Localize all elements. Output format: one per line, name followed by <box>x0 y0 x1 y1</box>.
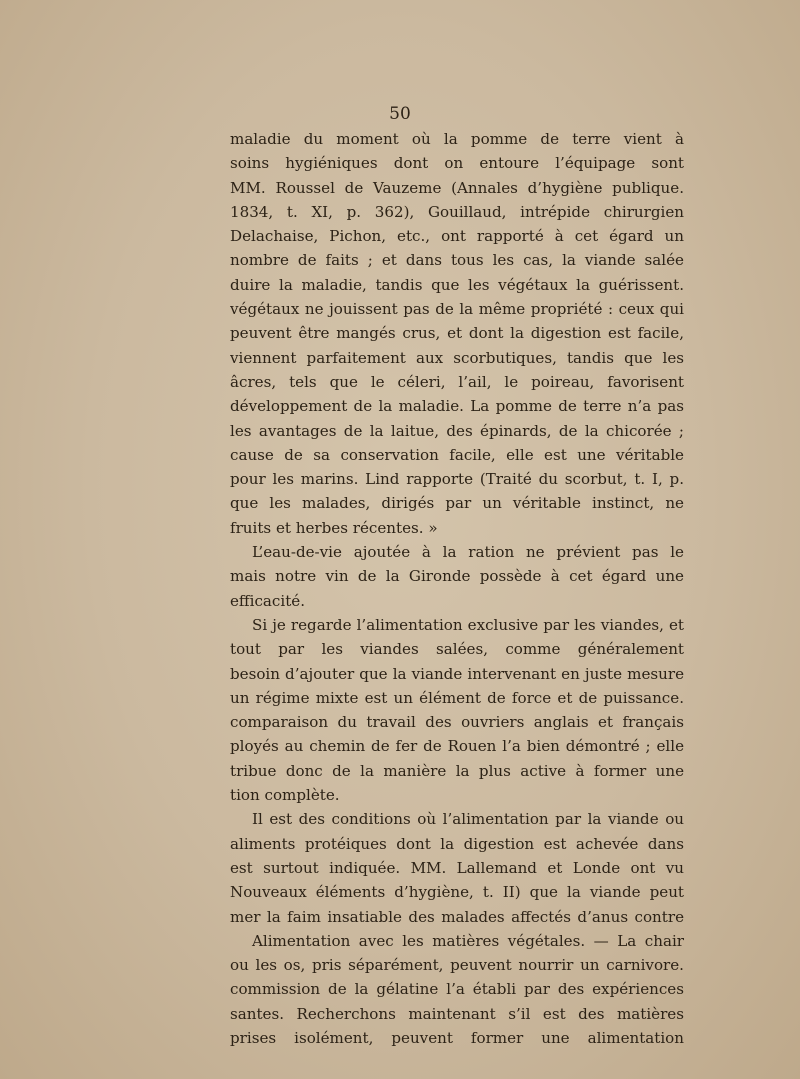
page-number: 50 <box>389 104 411 124</box>
text-line: aliments protéiques dont la digestion est achevée dans <box>230 834 684 853</box>
text-line: est surtout indiquée. MM. Lallemand et Londe ont vu <box>230 858 684 877</box>
text-line: Si je regarde l’alimentation exclusive par les viandes, et <box>252 615 684 634</box>
text-line: Delachaise, Pichon, etc., ont rapporté à cet égard un <box>230 227 684 246</box>
text-line: besoin d’ajouter que la viande intervenant en juste mesure <box>230 664 684 683</box>
text-line: Il est des conditions où l’alimentation par la viande ou <box>252 810 684 829</box>
text-line: que les malades, dirigés par un véritable instinct, ne <box>230 494 684 513</box>
text-line: tion complète. <box>230 786 340 805</box>
text-line: efficacité. <box>230 591 306 610</box>
text-line: prises isolément, peuvent former une alimentation <box>230 1028 684 1047</box>
text-line: mais notre vin de la Gironde possède à cet égard une <box>230 567 684 586</box>
text-line: ployés au chemin de fer de Rouen l’a bien démontré ; elle <box>230 737 684 756</box>
text-line: soins hygiéniques dont on entoure l’équipage sont <box>230 154 684 173</box>
text-line: végétaux ne jouissent pas de la même propriété : ceux qui <box>230 300 684 319</box>
text-line: les avantages de la laitue, des épinards, de la chicorée ; <box>230 421 684 440</box>
text-line: MM. Roussel de Vauzeme (Annales d’hygiène publique. <box>230 178 684 197</box>
text-line: pour les marins. Lind rapporte (Traité du scorbut, t. I, p. <box>230 470 684 489</box>
text-line: duire la maladie, tandis que les végétaux la guérissent. <box>230 275 684 294</box>
text-line: 1834, t. XI, p. 362), Gouillaud, intrépide chirurgien <box>230 202 684 221</box>
text-line: tribue donc de la manière la plus active à former une <box>230 761 684 780</box>
text-line: mer la faim insatiable des malades affectés d’anus contre <box>230 907 684 926</box>
text-line: développement de la maladie. La pomme de terre n’a pas <box>230 397 684 416</box>
text-line: L’eau-de-vie ajoutée à la ration ne prévient pas le <box>252 543 684 562</box>
text-line: viennent parfaitement aux scorbutiques, tandis que les <box>230 348 684 367</box>
text-line: âcres, tels que le céleri, l’ail, le poireau, favorisent <box>230 372 684 391</box>
text-line: tout par les viandes salées, comme généralement <box>230 640 684 659</box>
text-line: peuvent être mangés crus, et dont la digestion est facile, <box>230 324 684 343</box>
text-line: un régime mixte est un élément de force et de puissance. <box>230 688 684 707</box>
text-line: nombre de faits ; et dans tous les cas, la viande salée <box>230 251 684 270</box>
text-line: comparaison du travail des ouvriers anglais et français <box>230 713 684 732</box>
text-line: fruits et herbes récentes. » <box>230 518 438 537</box>
text-line: commission de la gélatine l’a établi par des expériences <box>230 980 684 999</box>
text-line: cause de sa conservation facile, elle est une véritable <box>230 445 684 464</box>
body-text <box>230 127 684 1050</box>
text-line: ou les os, pris séparément, peuvent nourrir un carnivore. <box>230 956 684 975</box>
text-line: santes. Recherchons maintenant s’il est des matières <box>230 1004 684 1023</box>
text-line: Nouveaux éléments d’hygiène, t. II) que la viande peut <box>230 883 684 902</box>
text-line: maladie du moment où la pomme de terre vient à <box>230 130 684 148</box>
text-line: Alimentation avec les matières végétales. — La chair <box>252 931 684 950</box>
